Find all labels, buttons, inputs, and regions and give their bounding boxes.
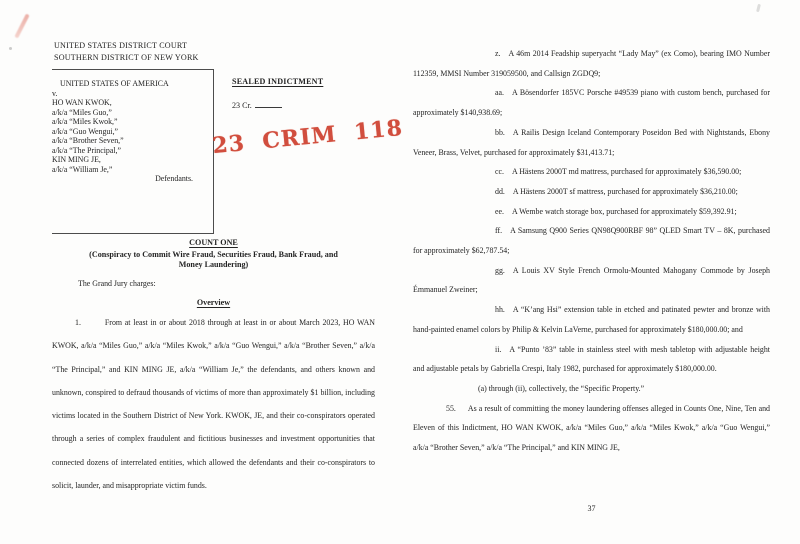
item-label: dd. — [495, 186, 505, 196]
overview-heading: Overview — [196, 298, 231, 307]
paragraph-1-number: 1. — [75, 318, 81, 327]
item-text: A Bösendorfer 185VC Porsche #49539 piano with custom bench, purchased for approximately $140,938.69; — [413, 88, 770, 118]
grand-jury-charges-line: The Grand Jury charges: — [78, 279, 156, 288]
property-item-cc — [413, 162, 770, 182]
caption-defendant1-aka: a/k/a “Guo Wengui,” — [52, 126, 119, 136]
item-text: A 46m 2014 Feadship superyacht “Lady May” (ex Como), bearing IMO Number 112359, MMSI Number 319059500, and Callsign ZGDQ9; — [413, 49, 770, 78]
item-label: ff. — [495, 226, 503, 236]
corner-scan-mark — [756, 4, 761, 12]
indictment-page-right — [413, 44, 770, 540]
court-header-line2: SOUTHERN DISTRICT OF NEW YORK — [54, 52, 199, 62]
property-item-dd — [413, 182, 770, 202]
count-one-subtitle-line2: Money Laundering) — [178, 260, 249, 270]
item-label: cc. — [495, 167, 504, 177]
sealed-block — [232, 77, 323, 110]
item-label: ii. — [495, 344, 502, 354]
caption-defendants-label: Defendants. — [155, 174, 193, 183]
item-text: A Samsung Q900 Series QN98Q900RBF 98” QLED Smart TV – 8K, purchased for approximately $62,787.54; — [413, 226, 770, 256]
item-label: ee. — [495, 206, 504, 216]
paragraph-55-text: As a result of committing the money laundering offenses alleged in Counts One, Nine, Ten and Eleven of this Indictment, HO WAN KWOK, a/k/a “Miles Guo,” a/k/a “Miles Kwok,” a/k/a “Guo Wengui,” a/k/a “Brother Seven,” a/k/a “The Principal,” and KIN MING JE, — [413, 403, 770, 453]
caption-versus: v. — [52, 88, 58, 98]
paragraph-55 — [413, 399, 770, 458]
count-one-subtitle-line1: (Conspiracy to Commit Wire Fraud, Securities Fraud, Bank Fraud, and — [89, 250, 338, 260]
item-text: A Wembe watch storage box, purchased for approximately $59,392.91; — [511, 206, 737, 216]
caption-defendant1-aka: a/k/a “The Principal,” — [52, 145, 122, 155]
count-one-title: COUNT ONE — [189, 238, 238, 247]
caption-defendant2-name: KIN MING JE, — [52, 155, 101, 164]
court-header — [54, 40, 199, 64]
page-number: 37 — [587, 504, 596, 513]
item-text: A “K’ang Hsi” extension table in etched and patinated pewter and bronze with hand-painted enamel colors by Philip & Kelvin LaVerne, purchased for approximately $180,000.00; and — [413, 305, 770, 334]
item-label: hh. — [495, 305, 505, 315]
property-item-hh — [413, 300, 770, 339]
caption-plaintiff: UNITED STATES OF AMERICA — [60, 79, 169, 88]
court-header-line1: UNITED STATES DISTRICT COURT — [54, 41, 188, 50]
item-text: A Railis Design Iceland Contemporary Poseidon Bed with Nightstands, Ebony Veneer, Brass, Velvet, purchased for approximately $31,413.71; — [413, 127, 770, 157]
property-item-ii — [413, 340, 770, 379]
caption-defendant1-name: HO WAN KWOK, — [52, 98, 112, 107]
property-item-ff — [413, 221, 770, 260]
property-item-aa — [413, 83, 770, 122]
property-item-bb — [413, 123, 770, 162]
crim-number-stamp: 23 CRIM 118 — [211, 114, 405, 160]
item-label: aa. — [495, 88, 504, 98]
item-label: gg. — [495, 265, 505, 275]
case-number — [232, 99, 323, 110]
indictment-page-left — [52, 40, 405, 530]
case-number-blank — [255, 99, 282, 108]
red-pen-mark — [14, 14, 29, 39]
count-one-heading-block — [52, 238, 375, 271]
scan-speck — [9, 47, 12, 50]
item-label: bb. — [495, 127, 505, 137]
case-caption-box — [52, 69, 214, 234]
item-text: A Hästens 2000T sf mattress, purchased for approximately $36,210.00; — [512, 186, 738, 196]
property-item-z — [413, 44, 770, 83]
specific-property-collective-line: (a) through (ii), collectively, the “Specific Property.” — [478, 383, 645, 393]
item-text: A “Punto ’83” table in stainless steel with mesh tabletop with adjustable height and adjustable petals by Gabriella Crespi, Italy 1982, purchased for approximately $180,000.00. — [413, 344, 770, 374]
caption-defendant2-aka: a/k/a “William Je,” — [52, 164, 113, 174]
item-text: A Louis XV Style French Ormolu-Mounted Mahogany Commode by Joseph Émmanuel Zweiner; — [413, 265, 770, 295]
caption-defendant1-aka: a/k/a “Miles Guo,” — [52, 107, 112, 117]
sealed-indictment-title: SEALED INDICTMENT — [232, 77, 324, 86]
paragraph-55-number: 55. — [446, 403, 456, 413]
property-item-gg — [413, 261, 770, 300]
property-item-ee — [413, 202, 770, 222]
paragraph-1-text: From at least in or about 2018 through at least in or about March 2023, HO WAN KWOK, a/k/a “Miles Guo,” a/k/a “Miles Kwok,” a/k/a “Guo Wengui,” a/k/a “Brother Seven,” a/k/a “The Principal,” and KIN MING JE, a/k/a “William Je,” the defendants, and others known and unknown, conspired to defraud thousands of victims of more than approximately $1 billion, including victims located in the Southern District of New York. KWOK, JE, and their co-conspirators operated through a series of complex fraudulent and fictitious businesses and investment opportunities that connected dozens of interrelated entities, which allowed the defendants and their co-conspirators to solicit, launder, and misappropriate victim funds. — [52, 318, 375, 491]
item-label: z. — [495, 49, 501, 58]
caption-defendant1-aka: a/k/a “Miles Kwok,” — [52, 117, 118, 126]
case-number-prefix: 23 Cr. — [232, 101, 252, 110]
item-text: A Hästens 2000T md mattress, purchased for approximately $36,590.00; — [511, 167, 742, 177]
paragraph-1 — [52, 311, 375, 497]
caption-defendant1-aka: a/k/a “Brother Seven,” — [52, 136, 124, 145]
